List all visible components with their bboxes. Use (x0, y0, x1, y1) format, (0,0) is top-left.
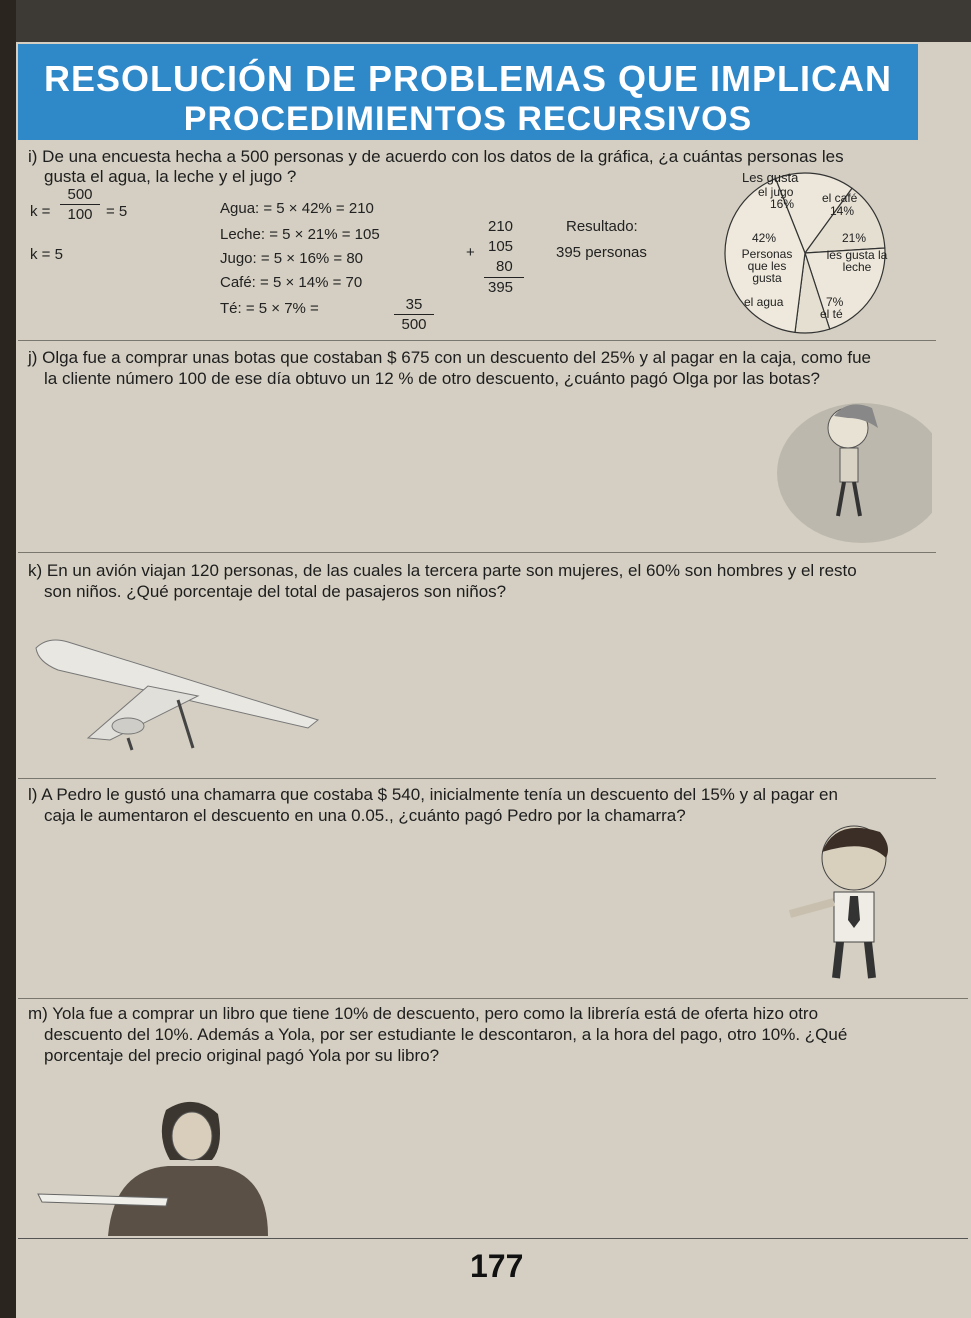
divider (18, 778, 936, 779)
pie-value-agua: 42% (752, 231, 777, 245)
pie-title: Les gusta (742, 170, 799, 185)
pie-value-te: 7% (826, 295, 844, 309)
sum-total: 395 (488, 279, 514, 296)
divider (18, 552, 936, 553)
header-title-line-2: PROCEDIMIENTOS RECURSIVOS (183, 100, 753, 138)
girl-body (840, 448, 858, 482)
problem-k-line-1: k) En un avión viajan 120 personas, de las cuales la tercera parte son mujeres, el 60% son hombres y el resto (28, 561, 857, 580)
result-value: 395 personas (556, 244, 647, 261)
problem-i-line-2: gusta el agua, la leche y el jugo ? (44, 167, 297, 186)
woman-illustration (18, 1090, 308, 1236)
boy-legs (836, 942, 872, 978)
te-fraction (394, 296, 434, 333)
problem-l-line-2: caja le aumentaron el descuento en una 0.05., ¿cuánto pagó Pedro por la chamarra? (44, 806, 686, 825)
boy-arm (790, 902, 834, 914)
pie-label-jugo: el jugo (758, 185, 794, 199)
k-equation-label: k = (30, 203, 51, 220)
te-value: 35 (405, 296, 423, 313)
pie-value-leche: 21% (842, 231, 867, 245)
woman-head (172, 1112, 212, 1160)
boy-illustration (776, 818, 926, 993)
pie-label-te: el té (820, 307, 843, 321)
left-shadow (0, 0, 16, 1318)
pie-label-agua: el agua (744, 295, 784, 309)
pie-value-jugo: 16% (770, 197, 795, 211)
calc-agua: Agua: = 5 × 42% = 210 (220, 200, 374, 217)
sum-term-1: 210 (488, 218, 514, 235)
plus-sign: + (466, 244, 475, 261)
page-number: 177 (470, 1248, 524, 1284)
divider (18, 998, 968, 999)
k-denominator: 100 (67, 206, 93, 223)
airplane-fuselage (36, 640, 318, 728)
k-fraction (60, 186, 100, 223)
k-result: = 5 (106, 203, 128, 220)
result-label: Resultado: (566, 218, 638, 235)
divider (18, 1238, 968, 1239)
airplane-illustration (28, 630, 328, 765)
calc-te: Té: = 5 × 7% = (220, 300, 319, 317)
problem-l-line-1: l) A Pedro le gustó una chamarra que costaba $ 540, inicialmente tenía un descuento del 15% y al pagar en (28, 785, 838, 804)
k-numerator: 500 (67, 186, 93, 203)
calc-leche: Leche: = 5 × 21% = 105 (220, 226, 380, 243)
problem-j-line-2: la cliente número 100 de ese día obtuvo un 12 % de otro descuento, ¿cuánto pagó Olga por las botas? (44, 369, 820, 388)
pie-label-leche: les gusta la leche (826, 248, 888, 274)
airplane-engine (112, 718, 144, 734)
section-header (18, 44, 918, 140)
problem-m-line-1: m) Yola fue a comprar un libro que tiene 10% de descuento, pero como la librería está de oferta hizo otro (28, 1004, 819, 1023)
problem-j-line-1: j) Olga fue a comprar unas botas que costaban $ 675 con un descuento del 25% y al pagar en la caja, como fue (28, 348, 871, 367)
girl-illustration (752, 388, 932, 548)
top-shadow (0, 0, 971, 42)
sum-term-2: 105 (488, 238, 514, 255)
problem-k-line-2: son niños. ¿Qué porcentaje del total de pasajeros son niños? (44, 582, 507, 601)
sum-line (484, 277, 524, 278)
divider (18, 340, 936, 341)
problem-m-line-2: descuento del 10%. Además a Yola, por ser estudiante le descontaron, a la hora del pago, otro 10%. ¿Qué (44, 1025, 848, 1044)
problem-i-line-1: i) De una encuesta hecha a 500 personas y de acuerdo con los datos de la gráfica, ¿a cuántas personas les (28, 147, 844, 166)
k-value: k = 5 (30, 246, 63, 263)
problem-m-line-3: porcentaje del precio original pagó Yola por su libro? (44, 1046, 440, 1065)
calc-jugo: Jugo: = 5 × 16% = 80 (220, 250, 364, 267)
pie-center-label: Personas que les gusta (741, 247, 793, 285)
calc-cafe: Café: = 5 × 14% = 70 (220, 274, 363, 291)
sum-term-3: 80 (496, 258, 513, 275)
header-title-line-1: RESOLUCIÓN DE PROBLEMAS QUE IMPLICAN (43, 58, 893, 99)
pie-label-cafe: el café (822, 191, 858, 205)
pie-value-cafe: 14% (830, 204, 855, 218)
fraction-bar (394, 314, 434, 315)
fraction-bar (60, 204, 100, 205)
te-total: 500 (401, 316, 427, 333)
